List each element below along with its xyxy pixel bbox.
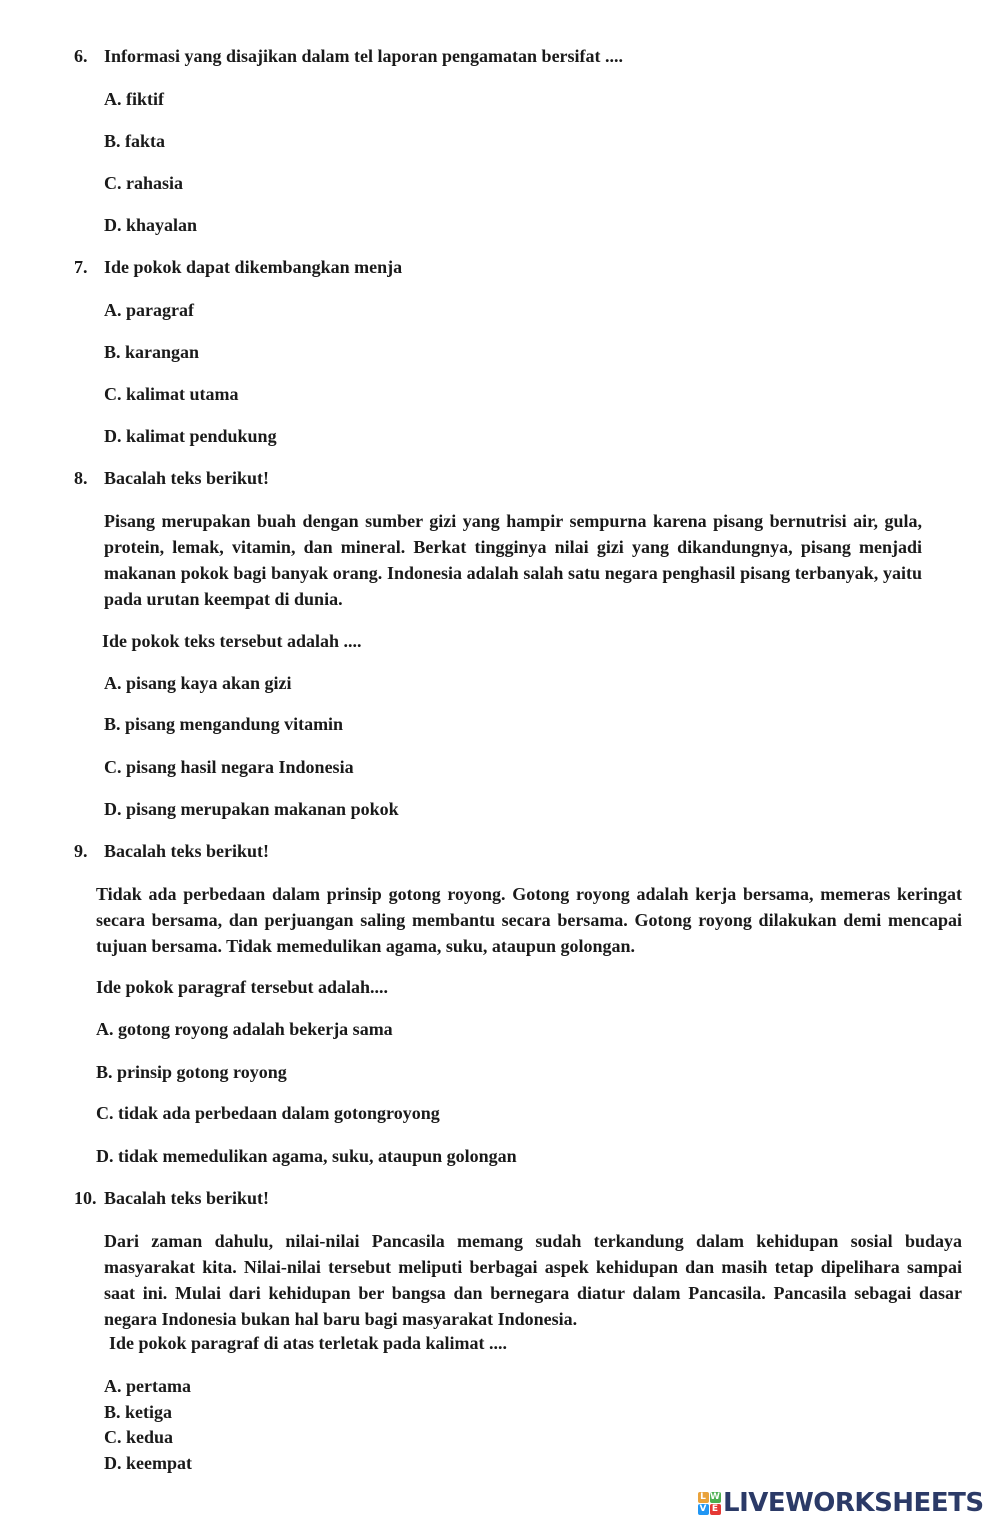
- question-6-option-d: D. khayalan: [104, 215, 198, 235]
- question-8-stem: Bacalah teks berikut!: [104, 468, 270, 488]
- question-9-passage: Tidak ada perbedaan dalam prinsip gotong royong. Gotong royong adalah kerja bersama, memeras keringat secara bersama, dan perjuangan saling membantu secara bersama. Gotong royong dilakukan demi mencapai tujuan bersama. Tidak memedulikan agama, suku, ataupun golongan.: [96, 884, 962, 956]
- question-10-stem: Bacalah teks berikut!: [104, 1188, 270, 1208]
- question-9-option-d: D. tidak memedulikan agama, suku, ataupun golongan: [96, 1146, 517, 1166]
- question-6-option-b: B. fakta: [104, 131, 166, 151]
- question-10-passage: Dari zaman dahulu, nilai-nilai Pancasila memang sudah terkandung dalam kehidupan sosial budaya masyarakat kita. Nilai-nilai tersebut meliputi berbagai aspek kehidupan dan masih tetap dipelihara sampai saat ini. Mulai dari kehidupan ber bangsa dan bernegara diatur dalam Pancasila. Pancasila sebagai dasar negara Indonesia bukan hal baru bagi masyarakat Indonesia.: [104, 1231, 962, 1329]
- logo-tile-v: V: [698, 1504, 709, 1515]
- question-7-stem: Ide pokok dapat dikembangkan menja: [104, 257, 403, 277]
- question-9-option-a: A. gotong royong adalah bekerja sama: [96, 1019, 393, 1039]
- question-9-option-c: C. tidak ada perbedaan dalam gotongroyong: [96, 1103, 440, 1123]
- question-8-prompt: Ide pokok teks tersebut adalah ....: [102, 631, 362, 651]
- logo-tile-e: E: [710, 1504, 721, 1515]
- question-10-prompt: Ide pokok paragraf di atas terletak pada kalimat ....: [109, 1333, 508, 1353]
- question-10-option-b: B. ketiga: [104, 1402, 173, 1422]
- liveworksheets-logo[interactable]: [697, 1488, 984, 1518]
- logo-tile-w: W: [710, 1492, 720, 1502]
- question-8-option-d: D. pisang merupakan makanan pokok: [104, 799, 399, 819]
- question-6-option-a: A. fiktif: [104, 89, 164, 109]
- question-7-number: 7.: [74, 257, 88, 277]
- logo-tile-l: L: [698, 1492, 709, 1503]
- question-6-stem: Informasi yang disajikan dalam tel laporan pengamatan bersifat ....: [104, 46, 624, 66]
- question-6-number: 6.: [74, 46, 88, 66]
- question-9-stem: Bacalah teks berikut!: [104, 841, 270, 861]
- liveworksheets-logo-text: LIVEWORKSHEETS: [723, 1488, 984, 1518]
- question-9-prompt: Ide pokok paragraf tersebut adalah....: [96, 977, 389, 997]
- question-8-option-a: A. pisang kaya akan gizi: [104, 673, 292, 693]
- question-7-option-c: C. kalimat utama: [104, 384, 239, 404]
- question-8-option-b: B. pisang mengandung vitamin: [104, 714, 344, 734]
- question-8-number: 8.: [74, 468, 88, 488]
- question-7-option-a: A. paragraf: [104, 300, 194, 320]
- question-6-option-c: C. rahasia: [104, 173, 184, 193]
- question-9-number: 9.: [74, 841, 88, 861]
- question-10-number: 10.: [74, 1188, 97, 1208]
- question-10-option-d: D. keempat: [104, 1453, 192, 1473]
- question-7-option-b: B. karangan: [104, 342, 200, 362]
- question-10-option-c: C. kedua: [104, 1427, 174, 1447]
- question-7-option-d: D. kalimat pendukung: [104, 426, 277, 446]
- question-10-option-a: A. pertama: [104, 1376, 191, 1396]
- question-8-option-c: C. pisang hasil negara Indonesia: [104, 757, 354, 777]
- question-9-option-b: B. prinsip gotong royong: [96, 1062, 287, 1082]
- question-8-passage: Pisang merupakan buah dengan sumber gizi yang hampir sempurna karena pisang bernutrisi air, gula, protein, lemak, vitamin, dan mineral. Berkat tingginya nilai gizi yang dikandungnya, pisang menjadi makanan pokok bagi banyak orang. Indonesia adalah salah satu negara penghasil pisang terbanyak, yaitu pada urutan keempat di dunia.: [104, 511, 922, 609]
- liveworksheets-logo-icon: [697, 1491, 721, 1515]
